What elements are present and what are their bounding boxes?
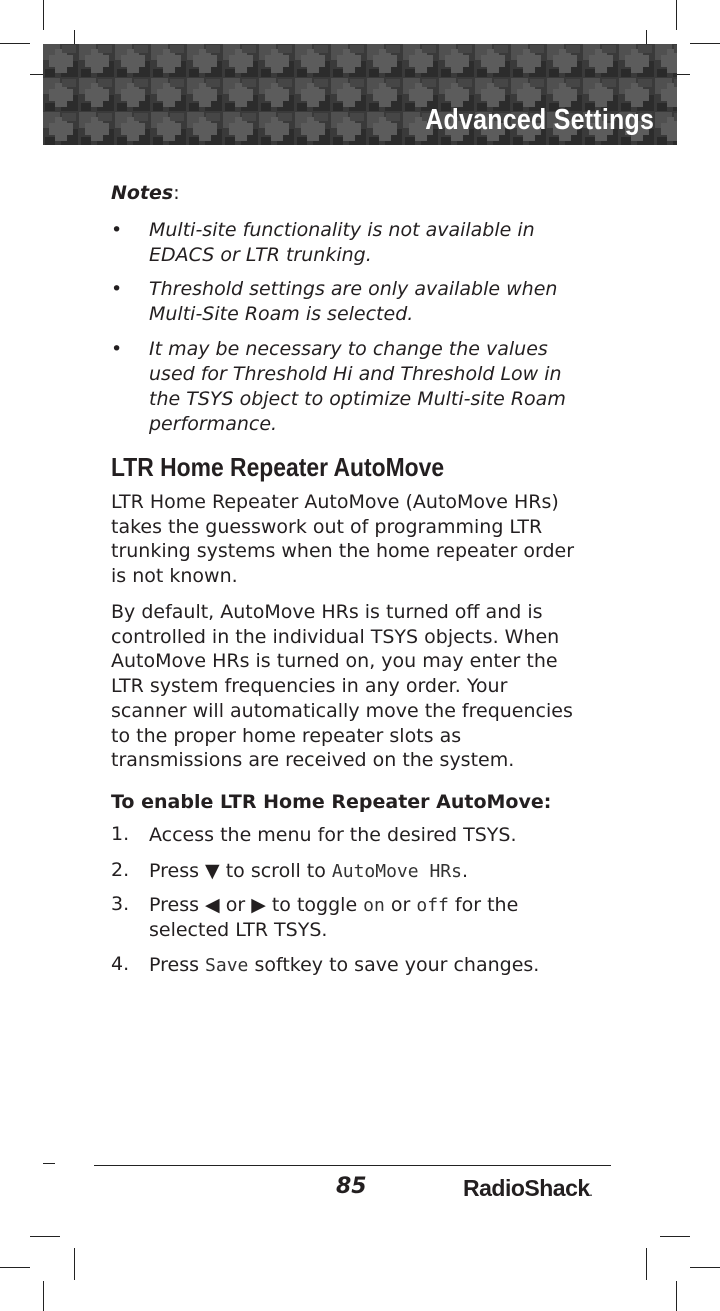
step-number-1: 1.: [111, 823, 130, 845]
procedure-heading: To enable LTR Home Repeater AutoMove:: [111, 791, 552, 813]
bullet-2: •: [111, 278, 123, 300]
lcd-save: Save: [205, 955, 249, 976]
note-item-3: It may be necessary to change the values used for Threshold Hi and Threshold Low in the TSYS object to optimize Multi-site Roam performance.: [149, 338, 566, 435]
paragraph-intro: LTR Home Repeater AutoMove (AutoMove HRs) takes the guesswork out of programming LTR trunking systems when the home repeater order is not known.: [111, 491, 575, 588]
left-arrow-icon: ◀: [205, 894, 220, 916]
step-number-3: 3.: [111, 893, 130, 915]
lcd-automove-hrs: AutoMove HRs: [331, 861, 462, 882]
bullet-1: •: [111, 219, 123, 241]
chapter-title: Advanced Settings: [425, 104, 654, 136]
step-number-4: 4.: [111, 953, 130, 975]
section-heading: LTR Home Repeater AutoMove: [111, 452, 445, 482]
page-number: 85: [336, 1174, 367, 1199]
bullet-3: •: [111, 338, 123, 360]
step-2: Press ▼ to scroll to AutoMove HRs.: [149, 860, 468, 882]
step-1: Access the menu for the desired TSYS.: [149, 824, 517, 846]
footer-divider: [94, 1165, 611, 1166]
lcd-on: on: [363, 895, 385, 916]
step-number-2: 2.: [111, 859, 130, 881]
brand-logo: RadioShack.: [463, 1175, 592, 1201]
step-3: Press ◀ or ▶ to toggle on or off for the selected LTR TSYS.: [149, 894, 519, 941]
step-4: Press Save softkey to save your changes.: [149, 954, 540, 976]
lcd-off: off: [416, 895, 449, 916]
note-item-2: Threshold settings are only available when Multi-Site Roam is selected.: [149, 278, 558, 325]
note-item-1: Multi-site functionality is not available in EDACS or LTR trunking.: [149, 219, 535, 266]
paragraph-default: By default, AutoMove HRs is turned off and is controlled in the individual TSYS objects. When AutoMove HRs is turned on, you may enter the LTR system frequencies in any order. Your scanner will automatically move the frequencies to the proper home repeater slots as transmissions are received on the system.: [111, 601, 573, 772]
notes-label: Notes:: [111, 182, 180, 204]
down-arrow-icon: ▼: [205, 860, 220, 882]
right-arrow-icon: ▶: [251, 894, 266, 916]
